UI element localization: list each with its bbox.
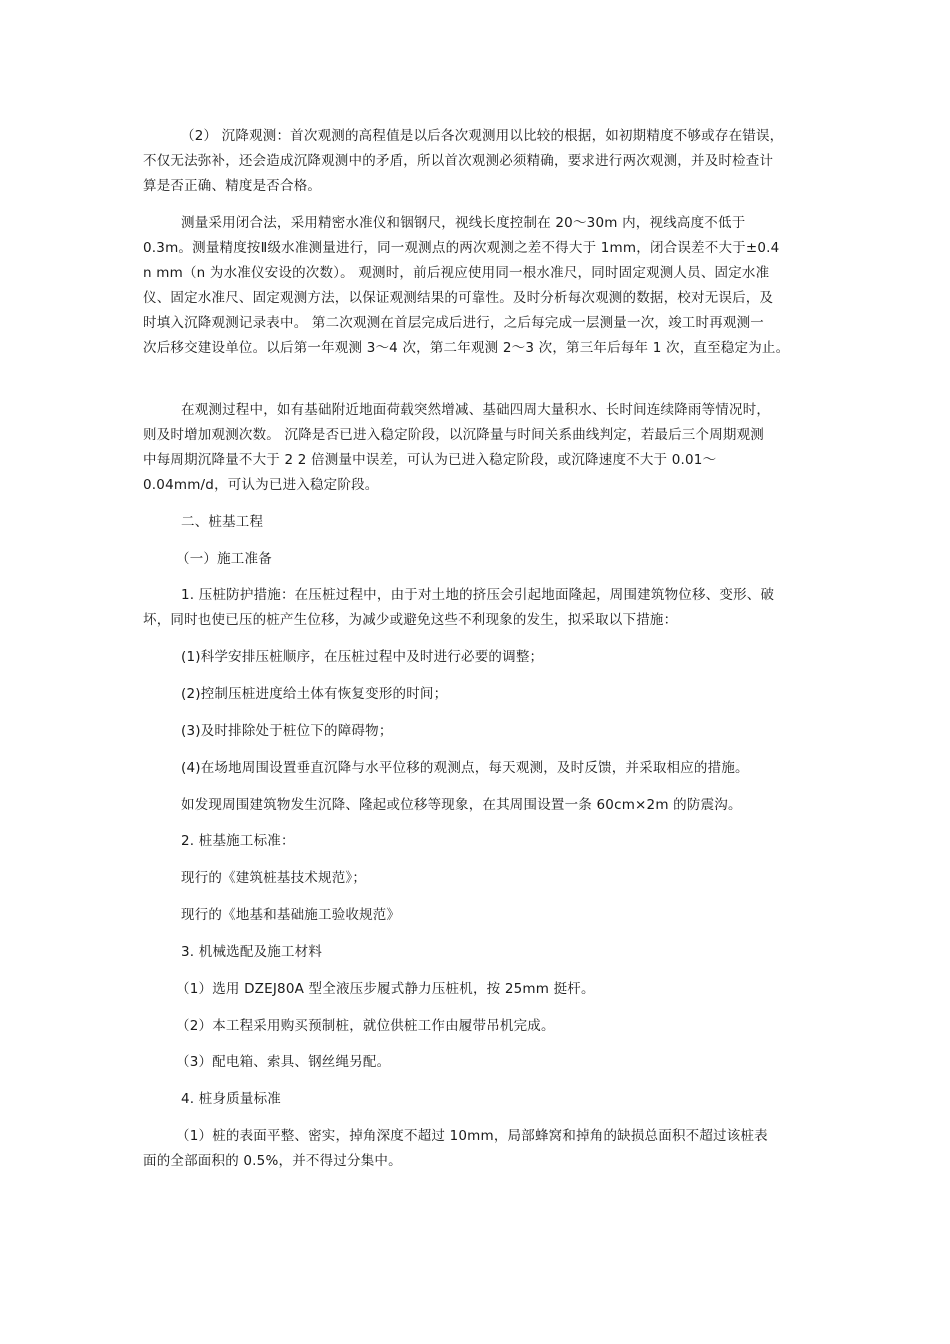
paragraph-line: 现行的《建筑桩基技术规范》； (181, 870, 367, 886)
numbered-heading: 3. 机械选配及施工材料 (181, 944, 323, 960)
paragraph-line: 1. 压桩防护措施：在压桩过程中，由于对土地的挤压会引起地面隆起，周围建筑物位移、变形、破 (181, 587, 775, 603)
list-item: (1)科学安排压桩顺序，在压桩过程中及时进行必要的调整； (181, 649, 544, 665)
paragraph-line: 则及时增加观测次数。 沉降是否已进入稳定阶段，以沉降量与时间关系曲线判定，若最后三个周期观测 (143, 427, 764, 443)
paragraph-line: 次后移交建设单位。以后第一年观测 3～4 次，第二年观测 2～3 次，第三年后每年 1 次，直至稳定为止。 (143, 340, 790, 356)
paragraph-line: 算是否正确、精度是否合格。 (143, 178, 322, 194)
paragraph-line: 在观测过程中，如有基础附近地面荷载突然增减、基础四周大量积水、长时间连续降雨等情况时， (181, 402, 771, 418)
list-item: （2）本工程采用购买预制桩，就位供桩工作由履带吊机完成。 (176, 1018, 555, 1034)
paragraph-line: （2） 沉降观测：首次观测的高程值是以后各次观测用以比较的根据，如初期精度不够或存在错误， (181, 128, 784, 144)
paragraph-line: 坏，同时也使已压的桩产生位移，为减少或避免这些不利现象的发生，拟采取以下措施： (143, 612, 678, 628)
paragraph-line: （1）桩的表面平整、密实，掉角深度不超过 10mm，局部蜂窝和掉角的缺损总面积不超过该桩表 (176, 1128, 768, 1144)
numbered-heading: 2. 桩基施工标准： (181, 833, 295, 849)
paragraph-line: n mm（n 为水准仪安设的次数）。 观测时，前后视应使用同一根水准尺，同时固定观测人员、固定水准 (143, 265, 770, 281)
paragraph-line: 0.3m。测量精度按Ⅱ级水准测量进行，同一观测点的两次观测之差不得大于 1mm，闭合误差不大于±0.4 (143, 240, 780, 256)
paragraph-line: 测量采用闭合法，采用精密水准仪和铟钢尺，视线长度控制在 20～30m 内，视线高度不低于 (181, 215, 746, 231)
list-item: (3)及时排除处于桩位下的障碍物； (181, 723, 393, 739)
paragraph-line: 仪、固定水准尺、固定观测方法，以保证观测结果的可靠性。及时分析每次观测的数据，校对无误后，及 (143, 290, 774, 306)
paragraph-line: 时填入沉降观测记录表中。 第二次观测在首层完成后进行，之后每完成一层测量一次，竣工时再观测一 (143, 315, 764, 331)
section-heading: 二、桩基工程 (181, 514, 264, 530)
list-item: (2)控制压桩进度给土体有恢复变形的时间； (181, 686, 448, 702)
paragraph-line: 不仅无法弥补，还会造成沉降观测中的矛盾，所以首次观测必须精确，要求进行两次观测，并及时检查计 (143, 153, 774, 169)
subsection-heading: （一）施工准备 (176, 551, 272, 567)
paragraph-line: 现行的《地基和基础施工验收规范》 (181, 907, 401, 923)
paragraph-line: 0.04mm/d，可认为已进入稳定阶段。 (143, 477, 379, 493)
list-item: （3）配电箱、索具、钢丝绳另配。 (176, 1054, 391, 1070)
numbered-heading: 4. 桩身质量标准 (181, 1091, 281, 1107)
list-item: (4)在场地周围设置垂直沉降与水平位移的观测点，每天观测，及时反馈，并采取相应的措施。 (181, 760, 749, 776)
list-item: （1）选用 DZEJ80A 型全液压步履式静力压桩机，按 25mm 挺杆。 (176, 981, 595, 997)
paragraph-line: 面的全部面积的 0.5%，并不得过分集中。 (143, 1153, 402, 1169)
paragraph-line: 中每周期沉降量不大于 2 2 倍测量中误差，可认为已进入稳定阶段，或沉降速度不大于 0.01～ (143, 452, 717, 468)
paragraph-line: 如发现周围建筑物发生沉降、隆起或位移等现象，在其周围设置一条 60cm×2m 的防震沟。 (181, 797, 742, 813)
